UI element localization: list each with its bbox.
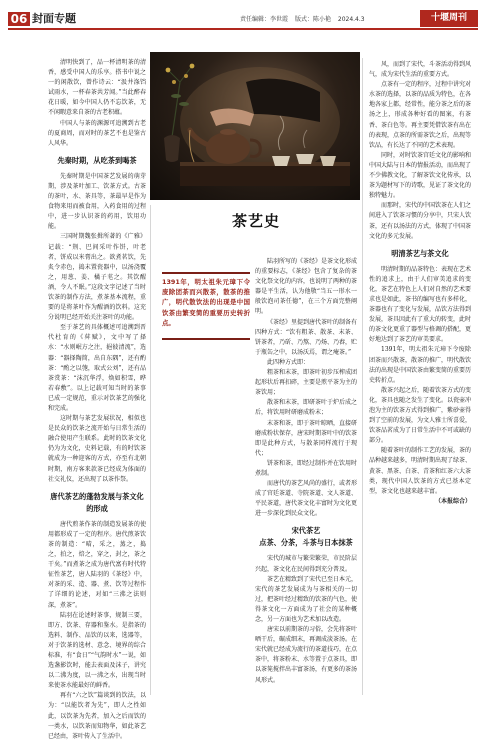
paragraph: 这时期与茶艺发展状况，相似也是民众的饮茶之流开始与日常生活的融合使用产生联系。此时的饮茶文化仍为为文化，史料记载，有的时饮茶就成为一种迎客的方式，亦至有北朝时期，南方客来款茶已经成为体面的社交礼仪，还出现了以茶作祭。 xyxy=(48,415,146,483)
paragraph: 宋代的城市与繁荣繁荣，市民阶层兴起，茶文化在民间得到充分普及。 xyxy=(255,555,358,573)
section-title: 封面专题 xyxy=(32,12,76,25)
section-heading: 明清茶艺与茶文化 xyxy=(391,248,449,258)
paragraph: 1391年，明太祖朱元璋下令废除团茶而兴散茶，散茶的推广，明代散饮法的出现是中国饮茶由繁变简的重要历史转折点。 xyxy=(369,346,472,384)
article-column-3 xyxy=(369,60,471,507)
section-heading: 先秦时期，从吃茶到喝茶 xyxy=(57,155,137,165)
editor-credit: 责任编辑：李世霞 xyxy=(240,16,289,23)
end-note: （本报综合） xyxy=(434,497,471,505)
paragraph: 而那时，宋代的中国饮茶在人们之间进入了饮茶习惯的分享中，只宋人饮茶，还有以汤法的方式，体现了中国茶文化的多元发展。 xyxy=(369,202,472,240)
column-divider xyxy=(362,58,363,695)
designer-credit: 版式：陈小艳 xyxy=(294,16,331,23)
article-column-2 xyxy=(255,257,357,686)
paragraph: 清明快到了，品一杯清明茶的清香，感受中国人的乐享。搭书中说之一的闲散饮，曾作诗云：“汲井涤铛试雨水，一杯春茶共芳闻。”当此醉春花日暖，如今中国人仍不忘饮茶，无不闲暇意来自茶的古老积蕴。 xyxy=(48,59,146,117)
paragraph: 《茶经》里提到唐代茶叶的制备有四种方式：“饮有粗茶、散茶、末茶、饼茶者，乃斫、乃熬、乃炀、乃舂，贮于瓶缶之中，以汤沃焉，谓之痷茶。” xyxy=(255,318,358,356)
paragraph: 同时，对时饮茶宫廷文化的影响和中国大陆与日本的情报活动，而出现了不少佛教文化，了解茶饮文化传承，以茶为题材写下的诗歌，见证了茶文化的独特魅力。 xyxy=(369,151,472,200)
paragraph: 再有“六之饮”篇谈到的饮法，以为：“以能饮者为先”，即人之性如此，以饮茶为先者，加入之后而饮的一类水，以饮茶而知物华，如此茶艺已经由，茶叶传入了生活中。 xyxy=(48,692,146,740)
article-column-1 xyxy=(48,58,146,740)
section-heading: 唐代茶艺的蓬勃发展与茶文化的形成 xyxy=(50,491,144,513)
paragraph: 陆羽在论述时茶事，规制三要，即方、饮茶、存器和鉴水。是指茶的选料、制作、品饮的以来，选器等，对于饮茶的选材、意念、境界的综合标准，有“食日”“气韵时水”一说，如选盏影饮时，能去表面及沫子，讲究以二沸为度，以一沸之水，出现当时来使茶水能最好的鲜香。 xyxy=(48,611,146,690)
tea-photo xyxy=(150,52,360,200)
paragraph: 中国人与茶的渊源可追溯到古老的夏商周，而对时的茶艺不也是鉴古人风华。 xyxy=(48,119,146,147)
issue-date: 2024.4.3 xyxy=(337,16,365,23)
paragraph: 点茶有一定的程序，过程中讲究对水茶的选择，以茶的品质为特色，在各地各家上都，经常性，能分茶之后的茶汤之上，形成各种好看的图案，有茶香、茶白色等。再主要凭借饮茶有出在的表现，点茶的所需茶饮之后，出现等饮品，有长达了不同的艺术表现。 xyxy=(369,81,472,149)
paragraph: 陆羽所写的《茶经》是茶文化形成的重要标志，《茶经》包含了复杂的茶文化祭文化的内容，也说明了两种的茶器是平生活，认为他敬“当五一形水一般饮泡司茶任德”，在三个方面完整阐明。 xyxy=(255,258,358,316)
paragraph: 散茶兴起之后，随着饮茶方式的变化，茶具也随之发生了变化。以瓷壶冲泡为主的饮茶方式得到推广，紫砂壶得到了空前的发展，为文人雅士所喜爱，饮茶品茗成为了日常生活中不可或缺的部分。 xyxy=(369,386,472,445)
column-divider xyxy=(150,205,151,695)
paragraph: 此四种方式即： xyxy=(267,358,310,366)
paragraph: 粗茶和末茶，即茶叶初步压榨成团起形状后再扣碎，主要是煎平茶为主的茶饮用； xyxy=(255,369,358,397)
paragraph: 三国时期魏张揖所著的《广雅》记载：“荆、巴间采叶作饼，叶老者，饼成以米膏出之。欲煮茗饮，先炙令赤色，捣末置瓷器中，以汤浇覆之，用葱、姜、橘子芼之。其饮醒酒，令人不眠。”这段文字记述了当时饮茶的制作方法，煮茶基本流程，重要的是将茶叶作为醒酒的饮料。这充分说明已经开始关注茶叶的功能。 xyxy=(48,233,146,322)
paragraph: 而唐代的茶艺风尚的盛行，或者形成了官廷茶道、寺院茶道、文人茶道、平民茶道，唐代茶文化丰富时为文化更进一步深化到民众文化。 xyxy=(255,480,358,518)
paragraph: 风，而到了宋代，斗茶活动得到风气，成为宋代生活的重要方式。 xyxy=(369,61,472,79)
paragraph: 先秦时期是中国茶艺发展的萌芽期，涉及茶叶加工、饮茶方式。古茶的茶叶，水、茶具等，茶最早是作为食物来用而被食用，入药食用的过程中，进一步认识茶的药用，饮用功能。 xyxy=(48,172,146,231)
paragraph: 饼茶和茶，即经过制作并在饮用时煮制。 xyxy=(255,459,358,477)
paragraph: 随着茶叶的制作工艺的发展，茶的品种越来越多，明清时期出现了绿茶、黄茶、黑茶、白茶、青茶和红茶六大茶类，现代中国人饮茶的方式已基本定型，茶文化也越来越丰富。 xyxy=(369,447,472,495)
page-header xyxy=(0,0,484,30)
paragraph: 散茶和末茶，即研茶叶于炉后成之后，将饮用时研磨成粉末； xyxy=(255,399,358,417)
paragraph: 末茶和茶，即于茶叶晾晒，直接研磨成粉状保存，唐宋时期茶叶中的饮茶即是此种方式，与散茶同样流行于现代； xyxy=(255,419,358,457)
page-number: 06 xyxy=(8,12,30,26)
section-heading: 宋代茶艺 点茶、分茶，斗茶与日本抹茶 xyxy=(259,526,353,548)
pull-quote-text: 1391年，明太祖朱元璋下令废除团茶而兴散茶，散茶的推广，明代散饮法的出现是中国饮茶由繁变简的重要历史转折点。 xyxy=(162,278,250,327)
paragraph: 唐宋以前期茶的习俗，会先将茶叶晒干后，碾成细末，再调成淡茶汤。在宋代就已经成为流行的茶道技巧，在点茶中，将茶粉末、水等置于点茶具，即以茶筅搅拌出丰富茶汤，有更多的茶汤风形式。 xyxy=(255,626,358,684)
paragraph: 至于茶艺的具体概述可追溯到晋代杜育的《荈赋》，文中写了择水：“水则岷方之注，挹彼清流”，选器：“器择陶简，出自东隅”，还有酌茶：“酌之以匏，取式公刘”，还有品茶赏茶：“沫沉华浮，焕如积雪，晔若春敷”。以上记载可知当时的茶事已成一定规范，重示对饮茶艺的强化和完成。 xyxy=(48,324,146,412)
brand-logo: 十堰周刊 xyxy=(420,10,478,27)
paragraph: 明清时期的品茶特色：表现在艺术性的追求上，由于人们审美追求的变化，茶艺在特色上人们对自然的艺术要求也是如此，茶书的编写也有多样化，茶器也有了变化与发展，品饮方法得到发展，茶具因此有了重大的转变，此时的茶文化更重了器型与格调的搭配，更好地达到了茶艺的审美要求。 xyxy=(369,265,472,344)
article-title: 茶艺史 xyxy=(232,212,281,230)
header-meta xyxy=(240,14,370,23)
header-rule xyxy=(8,28,478,30)
pull-quote xyxy=(162,272,250,340)
paragraph: 唐代煎茶作茶的制造发展茶的使用都形成了一定的程序。唐代煎茶饮茶的制造：“晴，采之，蒸之，捣之，拍之，焙之，穿之，封之，茶之干矣。”而煮茶之成为唐代富有时代特征性茶艺，唐人陆羽的《茶经》中，对茶的采、造、器、煮、饮等过程作了详细的论述，对如“三沸之法则深，煮茶”。 xyxy=(48,520,146,609)
tea-ceremony-illustration xyxy=(150,52,360,200)
paragraph: 茶艺在精致到了宋代已至日本元，宋代的茶艺发展成为与茶相关的一切过，把茶叶经过精致的饮茶的气色，使得茶文化一方面成为了社会的某种概念，另一方面也为艺术加以改造。 xyxy=(255,575,358,623)
